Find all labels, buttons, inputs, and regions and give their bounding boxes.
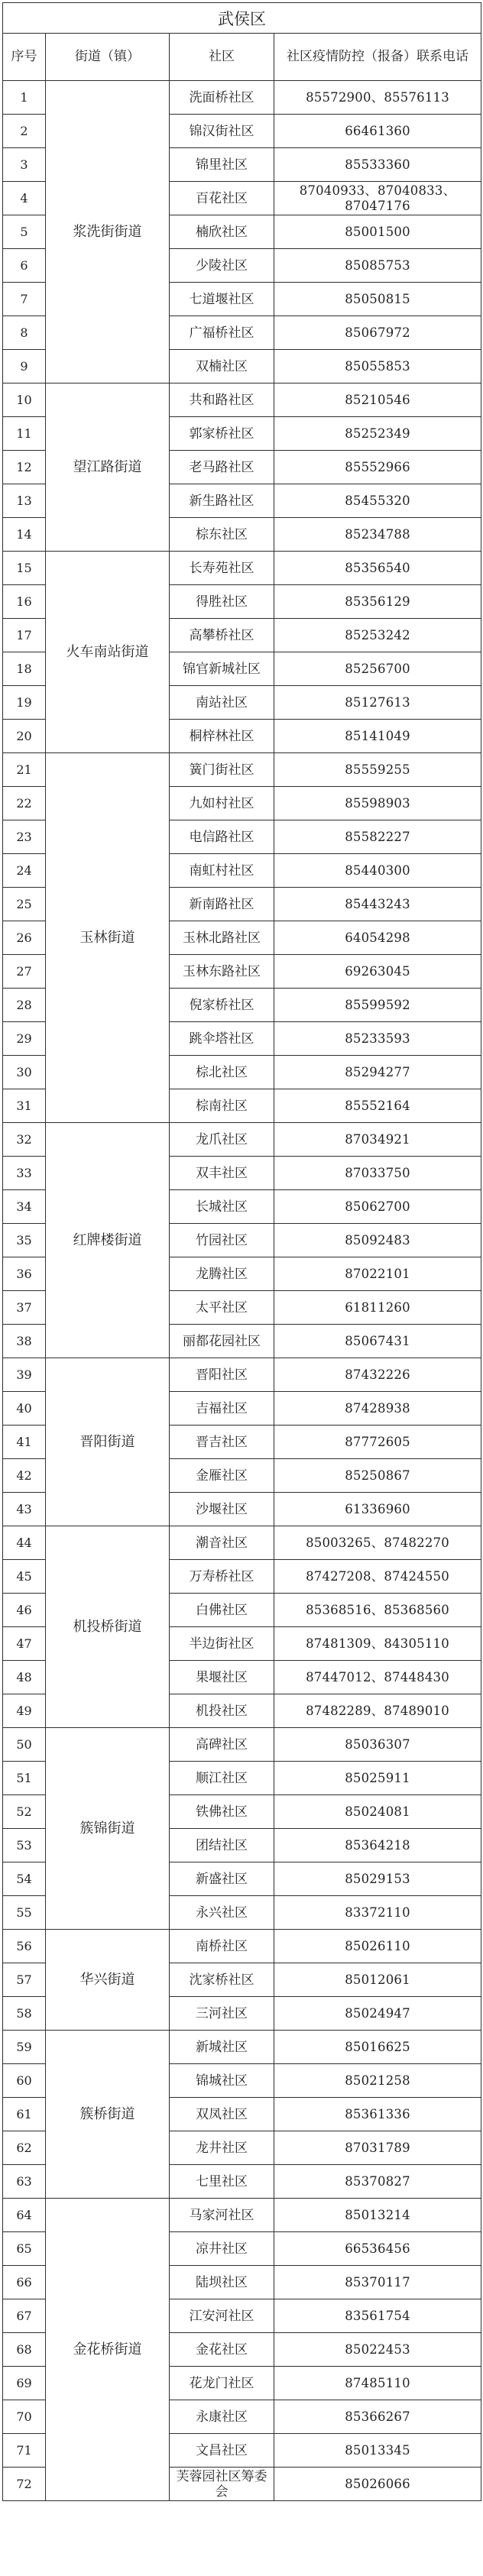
row-index: 22 [3,787,46,820]
community-name: 少陵社区 [170,249,274,283]
row-index: 71 [3,2434,46,2468]
street-name: 红牌楼街道 [46,1123,170,1358]
contact-phone: 83561754 [274,2299,481,2333]
contact-phone: 87482289、87489010 [274,1694,481,1728]
contact-phone: 66536456 [274,2232,481,2266]
row-index: 24 [3,854,46,888]
row-index: 38 [3,1325,46,1358]
community-name: 九如村社区 [170,787,274,820]
contact-phone: 64054298 [274,921,481,955]
row-index: 45 [3,1560,46,1594]
row-index: 29 [3,1022,46,1056]
contact-phone: 87481309、84305110 [274,1627,481,1661]
contact-phone: 85013214 [274,2199,481,2232]
contact-phone: 85013345 [274,2434,481,2468]
table-row [3,2031,481,2064]
community-name: 晋吉社区 [170,1426,274,1459]
community-contact-table [2,2,481,2501]
community-name: 凉井社区 [170,2232,274,2266]
contact-phone: 87485110 [274,2367,481,2400]
community-name: 顺江社区 [170,1762,274,1795]
community-name: 棕东社区 [170,518,274,552]
community-name: 倪家桥社区 [170,989,274,1022]
contact-phone: 85582227 [274,820,481,854]
row-index: 3 [3,148,46,182]
community-name: 玉林东路社区 [170,955,274,989]
community-name: 双凤社区 [170,2098,274,2131]
community-name: 簧门街社区 [170,753,274,787]
contact-phone: 85067972 [274,316,481,350]
contact-phone: 85234788 [274,518,481,552]
community-name: 龙腾社区 [170,1257,274,1291]
contact-phone: 85598903 [274,787,481,820]
contact-phone: 85067431 [274,1325,481,1358]
community-name: 白佛社区 [170,1594,274,1627]
contact-phone: 85036307 [274,1728,481,1762]
contact-phone: 85370827 [274,2165,481,2199]
contact-phone: 85455320 [274,484,481,518]
header-row [3,34,481,81]
row-index: 39 [3,1358,46,1392]
community-name: 龙爪社区 [170,1123,274,1157]
row-index: 31 [3,1089,46,1123]
community-name: 永兴社区 [170,1896,274,1930]
community-name: 共和路社区 [170,383,274,417]
community-name: 潮音社区 [170,1526,274,1560]
contact-phone: 85233593 [274,1022,481,1056]
community-name: 江安河社区 [170,2299,274,2333]
contact-phone: 61811260 [274,1291,481,1325]
row-index: 2 [3,115,46,148]
header-index: 序号 [3,34,46,81]
community-name: 沈家桥社区 [170,1963,274,1997]
contact-phone: 85253242 [274,619,481,652]
contact-phone: 85599592 [274,989,481,1022]
table-row [3,383,481,417]
contact-phone: 85552164 [274,1089,481,1123]
contact-phone: 85055853 [274,350,481,383]
row-index: 16 [3,585,46,619]
contact-phone: 85062700 [274,1190,481,1224]
community-name: 竹园社区 [170,1224,274,1257]
row-index: 15 [3,552,46,585]
row-index: 36 [3,1257,46,1291]
row-index: 6 [3,249,46,283]
table-row [3,1123,481,1157]
community-name: 南站社区 [170,686,274,720]
row-index: 41 [3,1426,46,1459]
table-row [3,2199,481,2232]
community-name: 半边街社区 [170,1627,274,1661]
row-index: 64 [3,2199,46,2232]
community-name: 新南路社区 [170,888,274,921]
table-title: 武侯区 [3,3,481,34]
community-name: 双丰社区 [170,1157,274,1190]
community-name: 得胜社区 [170,585,274,619]
row-index: 72 [3,2468,46,2501]
community-name: 锦汉街社区 [170,115,274,148]
row-index: 61 [3,2098,46,2131]
contact-phone: 85256700 [274,652,481,686]
contact-phone: 87772605 [274,1426,481,1459]
community-name: 锦官新城社区 [170,652,274,686]
community-name: 龙井社区 [170,2131,274,2165]
table-row [3,1930,481,1963]
row-index: 42 [3,1459,46,1493]
contact-phone: 85127613 [274,686,481,720]
row-index: 27 [3,955,46,989]
contact-phone: 85356129 [274,585,481,619]
contact-phone: 85552966 [274,451,481,484]
row-index: 8 [3,316,46,350]
row-index: 40 [3,1392,46,1426]
contact-phone: 85092483 [274,1224,481,1257]
contact-phone: 66461360 [274,115,481,148]
community-name: 新生路社区 [170,484,274,518]
contact-phone: 85250867 [274,1459,481,1493]
community-name: 百花社区 [170,182,274,215]
contact-phone: 85024081 [274,1795,481,1829]
street-name: 簇桥街道 [46,2031,170,2199]
contact-phone: 69263045 [274,955,481,989]
row-index: 32 [3,1123,46,1157]
contact-phone: 87040933、87040833、87047176 [274,182,481,215]
table-body [3,81,481,2501]
street-name: 浆洗街街道 [46,81,170,383]
contact-phone: 87022101 [274,1257,481,1291]
row-index: 19 [3,686,46,720]
community-name: 马家河社区 [170,2199,274,2232]
table-row [3,81,481,115]
row-index: 33 [3,1157,46,1190]
table-row [3,753,481,787]
street-name: 望江路街道 [46,383,170,552]
row-index: 7 [3,283,46,316]
row-index: 11 [3,417,46,451]
community-name: 高碑社区 [170,1728,274,1762]
header-street: 街道（镇） [46,34,170,81]
row-index: 17 [3,619,46,652]
header-community: 社区 [170,34,274,81]
contact-phone: 85364218 [274,1829,481,1862]
street-name: 火车南站街道 [46,552,170,753]
contact-phone: 85021258 [274,2064,481,2098]
contact-phone: 85003265、87482270 [274,1526,481,1560]
row-index: 67 [3,2299,46,2333]
row-index: 58 [3,1997,46,2031]
community-name: 新盛社区 [170,1862,274,1896]
contact-phone: 85370117 [274,2266,481,2299]
row-index: 50 [3,1728,46,1762]
table-row [3,1728,481,1762]
row-index: 54 [3,1862,46,1896]
row-index: 65 [3,2232,46,2266]
contact-phone: 85085753 [274,249,481,283]
row-index: 5 [3,215,46,249]
row-index: 56 [3,1930,46,1963]
community-name: 万寿桥社区 [170,1560,274,1594]
contact-phone: 85012061 [274,1963,481,1997]
community-name: 七里社区 [170,2165,274,2199]
contact-phone: 61336960 [274,1493,481,1526]
contact-phone: 87428938 [274,1392,481,1426]
contact-phone: 85026110 [274,1930,481,1963]
contact-phone: 85050815 [274,283,481,316]
row-index: 59 [3,2031,46,2064]
row-index: 52 [3,1795,46,1829]
row-index: 62 [3,2131,46,2165]
community-name: 楠欣社区 [170,215,274,249]
community-name: 洗面桥社区 [170,81,274,115]
contact-phone: 87432226 [274,1358,481,1392]
contact-phone: 85024947 [274,1997,481,2031]
row-index: 48 [3,1661,46,1694]
header-phone: 社区疫情防控（报备）联系电话 [274,34,481,81]
community-name: 郭家桥社区 [170,417,274,451]
contact-phone: 85356540 [274,552,481,585]
row-index: 18 [3,652,46,686]
contact-phone: 85361336 [274,2098,481,2131]
row-index: 26 [3,921,46,955]
contact-phone: 85026066 [274,2468,481,2501]
community-name: 新城社区 [170,2031,274,2064]
community-name: 机投社区 [170,1694,274,1728]
street-name: 华兴街道 [46,1930,170,2031]
row-index: 47 [3,1627,46,1661]
contact-phone: 87034921 [274,1123,481,1157]
contact-phone: 85022453 [274,2333,481,2367]
contact-phone: 85141049 [274,720,481,753]
contact-phone: 85572900、85576113 [274,81,481,115]
row-index: 63 [3,2165,46,2199]
row-index: 34 [3,1190,46,1224]
row-index: 4 [3,182,46,215]
community-name: 沙堰社区 [170,1493,274,1526]
community-name: 双楠社区 [170,350,274,383]
contact-phone: 85252349 [274,417,481,451]
community-name: 团结社区 [170,1829,274,1862]
community-name: 陆坝社区 [170,2266,274,2299]
contact-phone: 87427208、87424550 [274,1560,481,1594]
community-name: 跳伞塔社区 [170,1022,274,1056]
community-name: 锦里社区 [170,148,274,182]
row-index: 12 [3,451,46,484]
row-index: 10 [3,383,46,417]
row-index: 49 [3,1694,46,1728]
row-index: 1 [3,81,46,115]
community-name: 吉福社区 [170,1392,274,1426]
row-index: 55 [3,1896,46,1930]
community-name: 文昌社区 [170,2434,274,2468]
community-name: 高攀桥社区 [170,619,274,652]
row-index: 68 [3,2333,46,2367]
row-index: 66 [3,2266,46,2299]
contact-phone: 85366267 [274,2400,481,2434]
community-name: 三河社区 [170,1997,274,2031]
contact-phone: 85440300 [274,854,481,888]
contact-phone: 87031789 [274,2131,481,2165]
community-name: 金花社区 [170,2333,274,2367]
table-row [3,552,481,585]
community-name: 桐梓林社区 [170,720,274,753]
contact-phone: 85016625 [274,2031,481,2064]
community-name: 果堰社区 [170,1661,274,1694]
community-name: 芙蓉园社区筹委会 [170,2468,274,2501]
community-name: 玉林北路社区 [170,921,274,955]
row-index: 25 [3,888,46,921]
community-name: 棕南社区 [170,1089,274,1123]
community-name: 七道堰社区 [170,283,274,316]
community-name: 晋阳社区 [170,1358,274,1392]
row-index: 53 [3,1829,46,1862]
contact-phone: 85001500 [274,215,481,249]
row-index: 14 [3,518,46,552]
row-index: 43 [3,1493,46,1526]
row-index: 35 [3,1224,46,1257]
contact-phone: 85210546 [274,383,481,417]
community-name: 锦城社区 [170,2064,274,2098]
contact-phone: 85443243 [274,888,481,921]
contact-phone: 85025911 [274,1762,481,1795]
row-index: 23 [3,820,46,854]
contact-phone: 85294277 [274,1056,481,1089]
street-name: 金花桥街道 [46,2199,170,2501]
community-name: 老马路社区 [170,451,274,484]
community-name: 长寿苑社区 [170,552,274,585]
row-index: 44 [3,1526,46,1560]
street-name: 玉林街道 [46,753,170,1123]
contact-phone: 85559255 [274,753,481,787]
street-name: 晋阳街道 [46,1358,170,1526]
community-name: 长城社区 [170,1190,274,1224]
contact-phone: 83372110 [274,1896,481,1930]
row-index: 28 [3,989,46,1022]
street-name: 机投桥街道 [46,1526,170,1728]
community-name: 南虹村社区 [170,854,274,888]
community-name: 太平社区 [170,1291,274,1325]
community-name: 铁佛社区 [170,1795,274,1829]
community-name: 花龙门社区 [170,2367,274,2400]
row-index: 30 [3,1056,46,1089]
contact-phone: 85533360 [274,148,481,182]
row-index: 51 [3,1762,46,1795]
contact-phone: 85368516、85368560 [274,1594,481,1627]
row-index: 60 [3,2064,46,2098]
community-name: 电信路社区 [170,820,274,854]
community-name: 永康社区 [170,2400,274,2434]
community-name: 广福桥社区 [170,316,274,350]
contact-phone: 87447012、87448430 [274,1661,481,1694]
row-index: 20 [3,720,46,753]
row-index: 37 [3,1291,46,1325]
row-index: 57 [3,1963,46,1997]
community-name: 棕北社区 [170,1056,274,1089]
row-index: 9 [3,350,46,383]
row-index: 21 [3,753,46,787]
community-name: 金雁社区 [170,1459,274,1493]
contact-phone: 85029153 [274,1862,481,1896]
table-row [3,1358,481,1392]
row-index: 69 [3,2367,46,2400]
table-row [3,1526,481,1560]
row-index: 46 [3,1594,46,1627]
row-index: 13 [3,484,46,518]
street-name: 簇锦街道 [46,1728,170,1930]
community-name: 南桥社区 [170,1930,274,1963]
contact-phone: 87033750 [274,1157,481,1190]
row-index: 70 [3,2400,46,2434]
community-name: 丽都花园社区 [170,1325,274,1358]
